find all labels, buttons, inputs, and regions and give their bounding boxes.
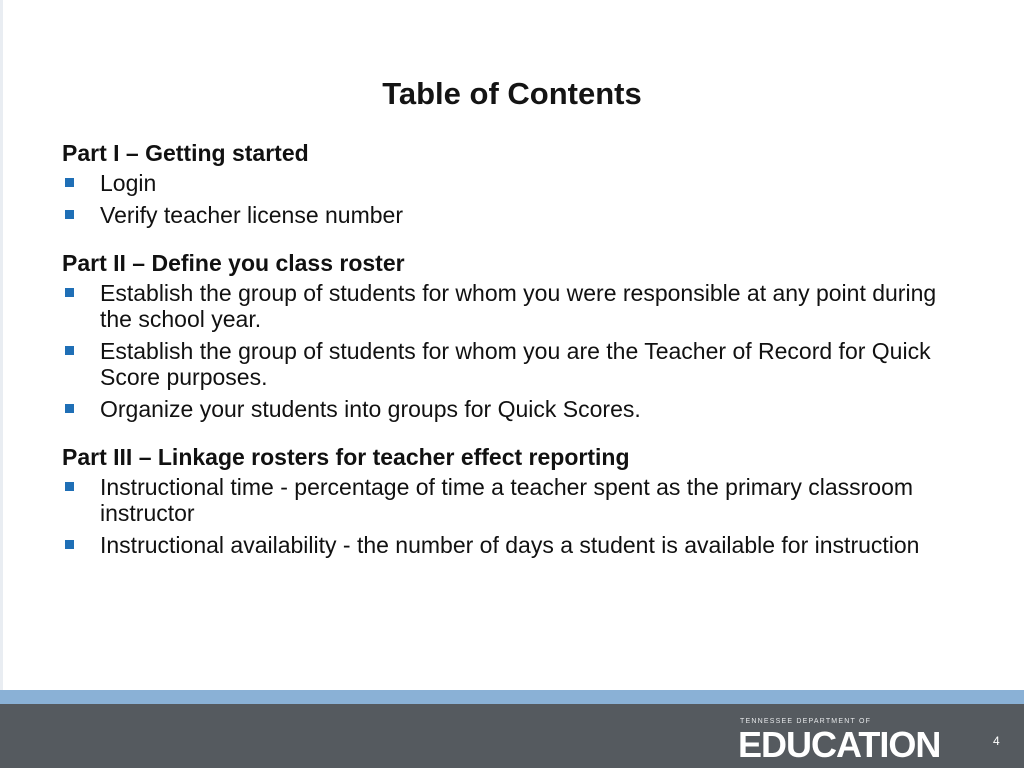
square-bullet-icon bbox=[65, 482, 74, 491]
toc-section-part-3 bbox=[62, 442, 952, 558]
bullet-list bbox=[62, 170, 952, 228]
list-item-text: Establish the group of students for whom you were responsible at any point during the school year. bbox=[100, 280, 937, 332]
square-bullet-icon bbox=[65, 288, 74, 297]
square-bullet-icon bbox=[65, 210, 74, 219]
list-item bbox=[62, 338, 952, 390]
toc-content bbox=[62, 138, 952, 578]
list-item bbox=[62, 280, 952, 332]
list-item bbox=[62, 170, 952, 196]
bullet-list bbox=[62, 474, 952, 558]
page-number: 4 bbox=[993, 734, 1000, 748]
footer-bar bbox=[0, 704, 1024, 768]
bullet-list bbox=[62, 280, 952, 422]
square-bullet-icon bbox=[65, 178, 74, 187]
list-item-text: Establish the group of students for whom you are the Teacher of Record for Quick Score purposes. bbox=[100, 338, 931, 390]
list-item-text: Instructional time - percentage of time a teacher spent as the primary classroom instructor bbox=[100, 474, 914, 526]
toc-section-part-1 bbox=[62, 138, 952, 228]
list-item-text: Verify teacher license number bbox=[100, 202, 403, 228]
list-item bbox=[62, 396, 952, 422]
list-item-text: Login bbox=[100, 170, 157, 196]
list-item bbox=[62, 202, 952, 228]
logo-subtitle: TENNESSEE DEPARTMENT OF bbox=[740, 718, 872, 725]
toc-section-part-2 bbox=[62, 248, 952, 422]
section-heading: Part I – Getting started bbox=[62, 140, 309, 166]
section-heading: Part II – Define you class roster bbox=[62, 250, 405, 276]
logo-wordmark: EDUCATION bbox=[738, 724, 941, 765]
list-item-text: Instructional availability - the number of days a student is available for instruction bbox=[100, 532, 920, 558]
square-bullet-icon bbox=[65, 540, 74, 549]
list-item-text: Organize your students into groups for Quick Scores. bbox=[100, 396, 641, 422]
list-item bbox=[62, 474, 952, 526]
section-heading: Part III – Linkage rosters for teacher effect reporting bbox=[62, 444, 630, 470]
list-item bbox=[62, 532, 952, 558]
square-bullet-icon bbox=[65, 404, 74, 413]
slide-title: Table of Contents bbox=[382, 76, 642, 111]
footer-accent-band bbox=[0, 690, 1024, 704]
department-logo bbox=[740, 718, 970, 764]
square-bullet-icon bbox=[65, 346, 74, 355]
